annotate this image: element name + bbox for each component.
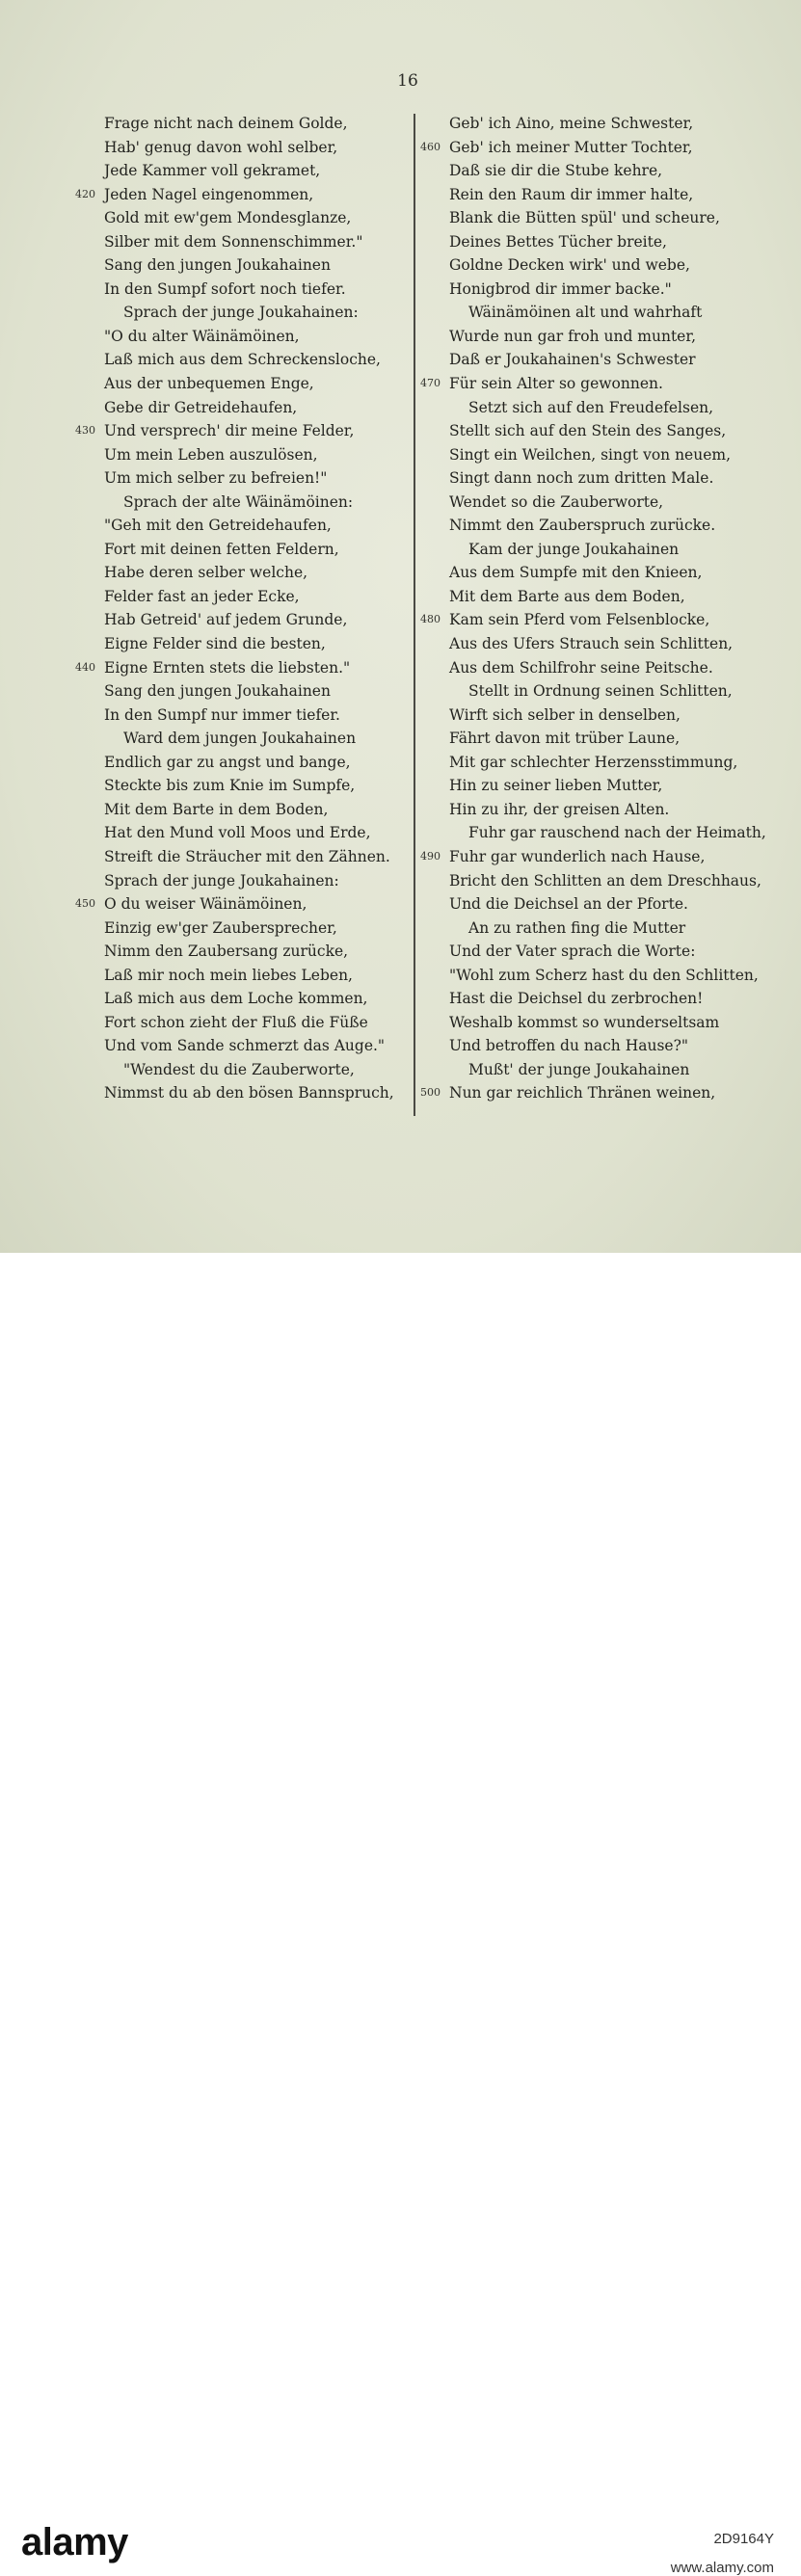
brand-logo: alamy [21,2521,128,2563]
verse-text: Wendet so die Zauberworte, [449,492,664,511]
verse-line [75,112,408,136]
verse-text: In den Sumpf sofort noch tiefer. [104,279,346,298]
verse-line [75,372,408,396]
verse-line [75,466,408,491]
verse-line [75,798,408,822]
verse-line [420,466,791,491]
verse-text: Eigne Felder sind die besten, [104,635,326,653]
verse-text: Hin zu seiner lieben Mutter, [449,777,663,795]
verse-line [75,396,408,420]
verse-line [75,704,408,728]
verse-text: Stellt sich auf den Stein des Sanges, [449,422,727,440]
verse-text: Singt dann noch zum dritten Male. [449,469,714,488]
verse-line [75,1058,408,1082]
verse-line [75,940,408,964]
verse-line [420,869,791,893]
verse-text: Wäinämöinen alt und wahrhaft [468,304,703,322]
line-number: 430 [75,424,95,438]
verse-text: Geb' ich Aino, meine Schwester, [449,115,694,132]
verse-text: Fuhr gar wunderlich nach Hause, [449,847,706,865]
verse-line [75,419,408,443]
verse-text: Silber mit dem Sonnenschimmer." [104,232,363,251]
verse-line [420,112,791,136]
verse-line [420,1011,791,1035]
verse-line [420,419,791,443]
verse-text: Laß mich aus dem Schreckensloche, [104,351,381,369]
verse-line [420,348,791,372]
verse-text: Bricht den Schlitten an dem Dreschhaus, [449,871,761,890]
verse-text: Habe deren selber welche, [104,564,308,582]
verse-text: Steckte bis zum Knie im Sumpfe, [104,777,356,795]
verse-line [420,183,791,207]
verse-line [75,1034,408,1058]
verse-text: "Wohl zum Scherz hast du den Schlitten, [449,966,759,984]
book-page [0,0,801,1253]
verse-text: Hab Getreid' auf jedem Grunde, [104,611,348,629]
page-number: 16 [397,71,418,91]
line-number: 480 [420,613,441,626]
verse-line [420,325,791,349]
verse-text: Sang den jungen Joukahainen [104,256,331,275]
verse-line [75,916,408,941]
verse-line [75,585,408,609]
verse-text: Deines Bettes Tücher breite, [449,232,667,251]
verse-text: Gebe dir Getreidehaufen, [104,398,298,416]
verse-text: Nimmt den Zauberspruch zurücke. [449,517,716,535]
verse-text: Sprach der alte Wäinämöinen: [123,492,354,511]
verse-text: Singt ein Weilchen, singt von neuem, [449,445,732,464]
watermark-footer [0,1253,801,2576]
verse-line [75,325,408,349]
verse-line [75,608,408,632]
verse-line [420,491,791,515]
verse-text: Hin zu ihr, der greisen Alten. [449,800,670,818]
verse-text: Fort schon zieht der Fluß die Füße [104,1013,368,1031]
verse-text: Eigne Ernten stets die liebsten." [104,658,351,677]
verse-line [420,443,791,467]
verse-text: Und der Vater sprach die Worte: [449,943,696,961]
verse-text: Rein den Raum dir immer halte, [449,185,694,203]
verse-line [420,774,791,798]
line-number: 490 [420,849,441,863]
verse-line [420,751,791,775]
verse-line [75,964,408,988]
verse-text: Kam sein Pferd vom Felsenblocke, [449,611,710,629]
verse-text: Blank die Bütten spül' und scheure, [449,209,720,227]
verse-line [75,1081,408,1105]
verse-text: Aus der unbequemen Enge, [104,375,314,393]
line-number: 440 [75,660,95,674]
line-number: 420 [75,187,95,200]
verse-text: Mußt' der junge Joukahainen [468,1060,690,1078]
verse-text: Mit dem Barte aus dem Boden, [449,587,685,605]
verse-line [75,1011,408,1035]
verse-text: In den Sumpf nur immer tiefer. [104,705,340,724]
column-divider [414,114,415,1116]
verse-text: Sang den jungen Joukahainen [104,682,331,701]
verse-text: Laß mir noch mein liebes Leben, [104,966,353,984]
verse-text: Nimmst du ab den bösen Bannspruch, [104,1084,394,1102]
verse-line [75,632,408,656]
verse-line [420,278,791,302]
verse-line [420,159,791,183]
verse-text: Daß sie dir die Stube kehre, [449,162,663,180]
verse-line [420,230,791,254]
verse-text: An zu rathen fing die Mutter [468,918,686,937]
verse-text: Fort mit deinen fetten Feldern, [104,540,339,558]
verse-text: Fährt davon mit trüber Laune, [449,730,681,748]
verse-line [420,136,791,160]
verse-line [420,916,791,941]
verse-line [75,987,408,1011]
verse-text: Nun gar reichlich Thränen weinen, [449,1084,716,1102]
right-column [420,112,791,1105]
verse-line [420,821,791,845]
verse-line [420,704,791,728]
verse-text: Weshalb kommst so wunderseltsam [449,1013,720,1031]
verse-text: Wurde nun gar froh und munter, [449,327,696,345]
verse-line [420,964,791,988]
verse-text: Und vom Sande schmerzt das Auge." [104,1037,386,1055]
verse-text: Goldne Decken wirk' und webe, [449,256,690,275]
line-number: 460 [420,140,441,153]
verse-line [75,278,408,302]
verse-line [420,608,791,632]
verse-text: Aus dem Sumpfe mit den Knieen, [449,564,703,582]
verse-line [75,869,408,893]
verse-text: Laß mich aus dem Loche kommen, [104,990,368,1008]
verse-text: Mit dem Barte in dem Boden, [104,800,329,818]
verse-text: Gold mit ew'gem Mondesglanze, [104,209,352,227]
verse-line [420,987,791,1011]
verse-text: Geb' ich meiner Mutter Tochter, [449,138,693,156]
verse-line [420,396,791,420]
verse-text: "Wendest du die Zauberworte, [123,1060,355,1078]
verse-text: Daß er Joukahainen's Schwester [449,351,696,369]
verse-line [420,1058,791,1082]
verse-line [75,301,408,325]
verse-text: Und versprech' dir meine Felder, [104,422,355,440]
verse-line [75,230,408,254]
verse-text: Wirft sich selber in denselben, [449,705,681,724]
verse-line [420,632,791,656]
site-url: www.alamy.com [670,2560,774,2576]
verse-text: Honigbrod dir immer backe." [449,279,672,298]
verse-line [75,751,408,775]
verse-line [420,845,791,869]
verse-text: Mit gar schlechter Herzensstimmung, [449,753,738,771]
verse-text: Hat den Mund voll Moos und Erde, [104,824,371,842]
verse-line [75,159,408,183]
verse-line [420,1081,791,1105]
verse-line [420,1034,791,1058]
line-number: 450 [75,897,95,911]
verse-line [75,821,408,845]
verse-line [75,348,408,372]
verse-line [420,940,791,964]
verse-line [75,136,408,160]
verse-line [75,491,408,515]
verse-text: Ward dem jungen Joukahainen [123,730,357,748]
image-id: 2D9164Y [713,2531,774,2547]
verse-line [420,538,791,562]
verse-text: Streift die Sträucher mit den Zähnen. [104,847,390,865]
verse-text: Stellt in Ordnung seinen Schlitten, [468,682,733,701]
verse-text: Felder fast an jeder Ecke, [104,587,300,605]
verse-line [420,206,791,230]
verse-line [75,253,408,278]
verse-line [75,892,408,916]
verse-text: Um mich selber zu befreien!" [104,469,328,488]
verse-line [420,561,791,585]
verse-text: Kam der junge Joukahainen [468,540,680,558]
verse-text: Hast die Deichsel du zerbrochen! [449,990,704,1008]
verse-text: Jeden Nagel eingenommen, [104,185,314,203]
left-column [75,112,408,1105]
verse-line [75,561,408,585]
verse-text: "O du alter Wäinämöinen, [104,327,300,345]
verse-line [75,538,408,562]
verse-text: Jede Kammer voll gekramet, [104,162,321,180]
verse-line [75,206,408,230]
verse-line [420,798,791,822]
verse-line [75,727,408,751]
verse-line [420,679,791,704]
verse-line [75,774,408,798]
verse-text: Für sein Alter so gewonnen. [449,375,663,393]
line-number: 500 [420,1086,441,1100]
verse-text: Endlich gar zu angst und bange, [104,753,351,771]
verse-text: Frage nicht nach deinem Golde, [104,115,348,132]
verse-text: Aus dem Schilfrohr seine Peitsche. [449,658,713,677]
verse-line [75,845,408,869]
verse-line [420,301,791,325]
verse-line [75,514,408,538]
verse-text: Sprach der junge Joukahainen: [104,871,339,890]
verse-line [420,514,791,538]
verse-line [420,656,791,680]
verse-text: Um mein Leben auszulösen, [104,445,318,464]
verse-text: Setzt sich auf den Freudefelsen, [468,398,714,416]
verse-line [420,253,791,278]
verse-line [75,443,408,467]
line-number: 470 [420,377,441,390]
verse-text: Einzig ew'ger Zaubersprecher, [104,918,337,937]
verse-line [420,727,791,751]
verse-line [420,892,791,916]
verse-text: Und die Deichsel an der Pforte. [449,895,688,914]
verse-text: Sprach der junge Joukahainen: [123,304,359,322]
verse-text: Und betroffen du nach Hause?" [449,1037,689,1055]
verse-text: Aus des Ufers Strauch sein Schlitten, [449,635,734,653]
verse-text: O du weiser Wäinämöinen, [104,895,307,914]
verse-text: "Geh mit den Getreidehaufen, [104,517,332,535]
verse-line [420,372,791,396]
verse-text: Nimm den Zaubersang zurücke, [104,943,349,961]
verse-line [75,183,408,207]
verse-line [75,656,408,680]
verse-line [75,679,408,704]
verse-text: Fuhr gar rauschend nach der Heimath, [468,824,766,842]
verse-text: Hab' genug davon wohl selber, [104,138,338,156]
verse-line [420,585,791,609]
